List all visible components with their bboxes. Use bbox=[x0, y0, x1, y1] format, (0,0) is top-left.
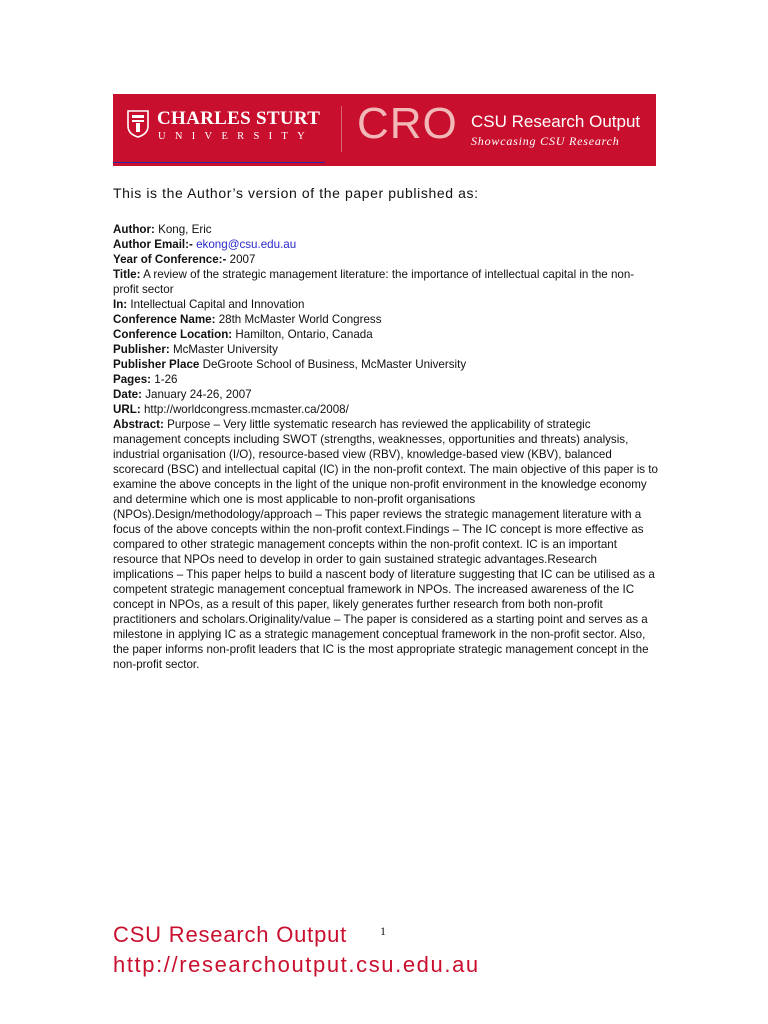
publisher-place-label: Publisher Place bbox=[113, 358, 200, 371]
conference-name-value: 28th McMaster World Congress bbox=[218, 313, 382, 326]
intro-heading: This is the Author’s version of the paper published as: bbox=[113, 185, 479, 201]
cro-tagline: Showcasing CSU Research bbox=[471, 134, 620, 148]
title-label: Title: bbox=[113, 268, 141, 281]
cro-title: CSU Research Output bbox=[471, 112, 641, 131]
publisher-label: Publisher: bbox=[113, 343, 170, 356]
conference-location-label: Conference Location: bbox=[113, 328, 233, 341]
url-link[interactable]: http://worldcongress.mcmaster.ca/2008/ bbox=[143, 403, 349, 416]
url-label: URL: bbox=[113, 403, 141, 416]
author-label: Author: bbox=[113, 223, 155, 236]
university-subtitle: UNIVERSITY bbox=[158, 131, 314, 142]
conference-name-label: Conference Name: bbox=[113, 313, 216, 326]
publisher-place-value: DeGroote School of Business, McMaster University bbox=[202, 358, 467, 371]
abstract-label: Abstract: bbox=[113, 418, 164, 431]
conference-location-line bbox=[113, 327, 659, 342]
year-label: Year of Conference:- bbox=[113, 253, 227, 266]
year-value: 2007 bbox=[229, 253, 256, 266]
email-link[interactable]: ekong@csu.edu.au bbox=[196, 238, 297, 251]
publisher-value: McMaster University bbox=[172, 343, 278, 356]
banner-divider bbox=[341, 106, 342, 152]
email-line bbox=[113, 237, 659, 252]
date-value: January 24-26, 2007 bbox=[145, 388, 252, 401]
university-name: CHARLES STURT bbox=[157, 108, 321, 129]
date-label: Date: bbox=[113, 388, 142, 401]
conference-name-line bbox=[113, 312, 659, 327]
in-label: In: bbox=[113, 298, 128, 311]
publisher-place-line bbox=[113, 357, 659, 372]
author-line bbox=[113, 222, 659, 237]
header-banner bbox=[113, 94, 656, 166]
publisher-line bbox=[113, 342, 659, 357]
csu-logo bbox=[127, 108, 321, 148]
email-label: Author Email:- bbox=[113, 238, 193, 251]
pages-value: 1-26 bbox=[154, 373, 178, 386]
footer-url-link[interactable]: http://researchoutput.csu.edu.au bbox=[113, 952, 480, 977]
abstract-paragraph bbox=[113, 417, 659, 672]
in-line bbox=[113, 297, 659, 312]
conference-location-value: Hamilton, Ontario, Canada bbox=[235, 328, 373, 341]
page-number: 1 bbox=[380, 924, 386, 938]
title-line bbox=[113, 267, 659, 297]
in-value: Intellectual Capital and Innovation bbox=[130, 298, 305, 311]
pages-line bbox=[113, 372, 659, 387]
cro-logo: CRO bbox=[357, 99, 458, 148]
footer-title: CSU Research Output bbox=[113, 922, 348, 947]
date-line bbox=[113, 387, 659, 402]
url-line bbox=[113, 402, 659, 417]
author-value: Kong, Eric bbox=[158, 223, 212, 236]
university-crest-icon bbox=[127, 110, 149, 138]
blue-rule bbox=[113, 162, 325, 163]
title-value: A review of the strategic management literature: the importance of intellectual capital in the non-profit sector bbox=[113, 268, 635, 296]
year-line bbox=[113, 252, 659, 267]
citation-metadata bbox=[113, 222, 659, 672]
pages-label: Pages: bbox=[113, 373, 152, 386]
abstract-text: Purpose – Very little systematic research has reviewed the applicability of strategic management concepts including SWOT (strengths, weaknesses, opportunities and threats) analysis, industrial organisation (I/O), resource-based view (RBV), knowledge-based view (KBV), balanced scorecard (BSC) and intellectual capital (IC) in the non-profit context. The main objective of this paper is to examine the above concepts in the light of the unique non-profit environment in the knowledge economy and determine which one is most applicable to non-profit organisations (NPOs).Design/methodology/approach – This paper reviews the strategic management literature with a focus of the above concepts within the non-profit context.Findings – The IC concept is more effective as compared to other strategic management concepts within the non-profit context. IC is an important resource that NPOs need to develop in order to gain sustained strategic advantages.Research implications – This paper helps to build a nascent body of literature suggesting that IC can be utilised as a competent strategic management conceptual framework in NPOs. The increased awareness of the IC concept in NPOs, as a result of this paper, likely generates further research from both non-profit practitioners and scholars.Originality/value – The paper is considered as a starting point and serves as a milestone in applying IC as a strategic management conceptual framework in the non-profit sector. Also, the paper informs non-profit leaders that IC is the most appropriate strategic management concept in the non-profit sector. bbox=[113, 418, 658, 671]
